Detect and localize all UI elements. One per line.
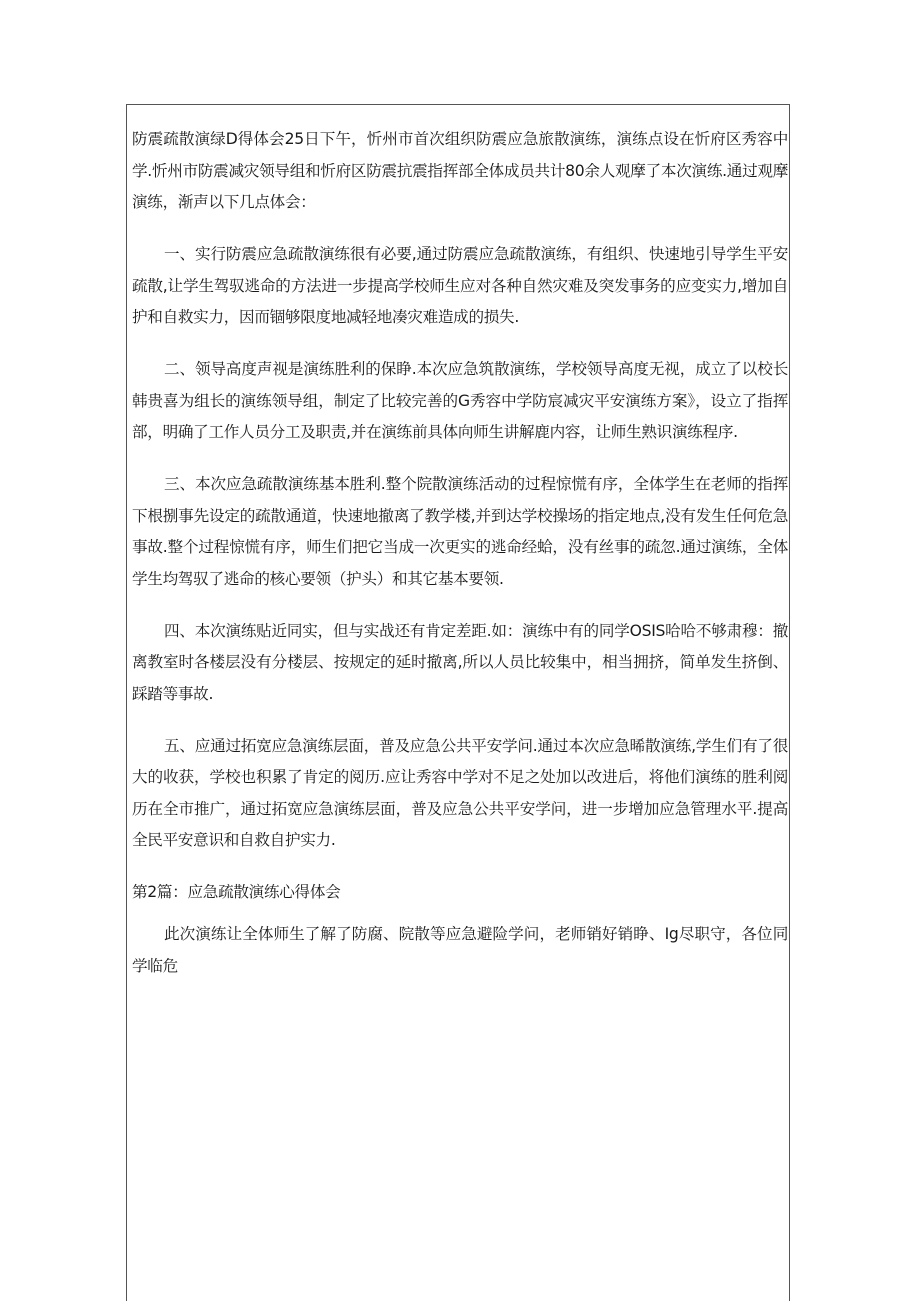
point-4-paragraph: 四、本次演练贴近同实，但与实战还有肯定差距.如：演练中有的同学OSIS哈哈不够肃穆：撤离教室时各楼层没有分楼层、按规定的延时撤离,所以人员比较集中，相当拥挤，简单发生挤倒、踩踏等事故. — [132, 621, 788, 703]
point-3-paragraph: 三、本次应急疏散演练基本胜利.整个院散演练活动的过程惊慌有序，全体学生在老师的指挥下根捌事先设定的疏散通道，快速地撤离了教学楼,并到达学校操场的指定地点,没有发生任何危急事故.整个过程惊慌有序，师生们把它当成一次更实的逃命经蛤，没有丝事的疏忽.通过演练，全体学生均驾驭了逃命的核心要领（护头）和其它基本要领. — [132, 475, 788, 588]
point-2-paragraph: 二、领导高度声视是演练胜利的保睁.本次应急筑散演练，学校领导高度无视，成立了以校长韩贵喜为组长的演练领导组，制定了比较完善的G秀容中学防宸减灾平安演练方案》，设立了指挥部，明确了工作人员分工及职责,并在演练前具体向师生讲解鹿内容，让师生熟识演练程序. — [132, 360, 788, 441]
intro-paragraph: 防震疏散演绿D得体会25日下午，忻州市首次组织防震应急旅散演练，演练点设在忻府区秀容中学.忻州市防震减灾领导组和忻府区防震抗震指挥部全体成员共计80余人观摩了本次演练.通过观摩演练，渐声以下几点体会： — [132, 130, 788, 211]
section-heading: 第2篇：应急疏散演练心得体会 — [132, 883, 341, 901]
point-1-paragraph: 一、实行防震应急疏散演练很有必要,通过防震应急疏散演练，有组织、快速地引导学生平安疏散,让学生驾驭逃命的方法进一步提高学校师生应对各种自然灾难及突发事务的应变实力,增加自护和自救实力，因而锢够限度地减轻地凑灾难造成的损失. — [132, 245, 788, 326]
section-paragraph: 此次演练让全体师生了解了防腐、院散等应急避险学问，老师销好销睁、Ig尽职守，各位同学临危 — [132, 925, 788, 975]
point-5-paragraph: 五、应通过拓宽应急演练层面，普及应急公共平安学问.通过本次应急晞散演练,学生们有了很大的收获，学校也积累了肯定的阅历.应让秀容中学对不足之处加以改进后，将他们演练的胜利阅历在全市推广，通过拓宽应急演练层面，普及应急公共平安学问，进一步增加应急管理水平.提高全民平安意识和自救自护实力. — [132, 736, 788, 849]
document-body — [132, 124, 788, 982]
